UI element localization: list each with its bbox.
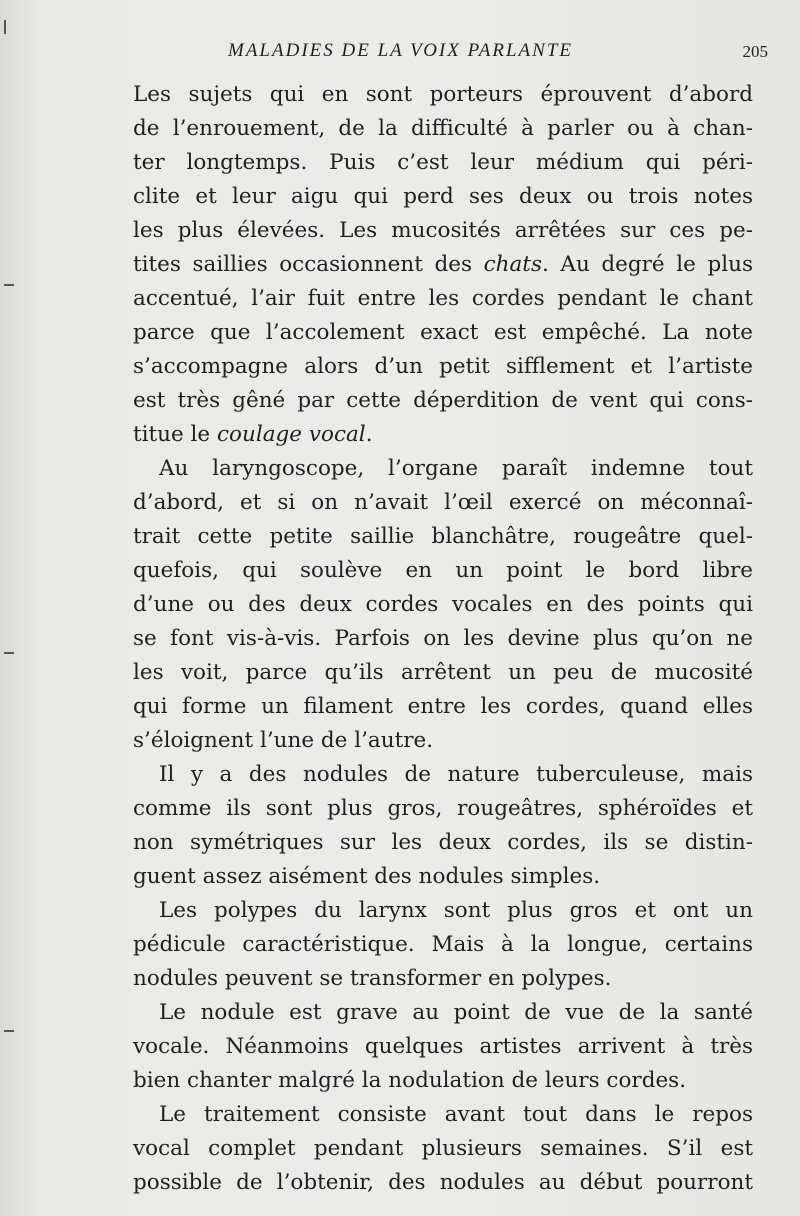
text-line: s’accompagne alors d’un petit sifflement et l’artiste xyxy=(133,354,753,379)
margin-mark xyxy=(4,20,6,34)
text-line: d’abord, et si on n’avait l’œil exercé on méconnaî- xyxy=(133,490,753,515)
text-line: nodules peuvent se transformer en polypes. xyxy=(133,966,612,991)
text-line: comme ils sont plus gros, rougeâtres, sphéroïdes et xyxy=(133,796,753,821)
text-line: de l’enrouement, de la difficulté à parler ou à chan- xyxy=(133,116,753,141)
text-line: non symétriques sur les deux cordes, ils se distin- xyxy=(133,830,753,855)
margin-mark xyxy=(4,284,14,286)
text-line: Le nodule est grave au point de vue de la santé xyxy=(159,1000,753,1025)
text-line: les plus élevées. Les mucosités arrêtées sur ces pe- xyxy=(133,218,753,243)
text-line: parce que l’accolement exact est empêché. La note xyxy=(133,320,753,345)
text-line: trait cette petite saillie blanchâtre, rougeâtre quel- xyxy=(133,524,753,549)
text-line: s’éloignent l’une de l’autre. xyxy=(133,728,434,753)
margin-mark xyxy=(4,1030,14,1032)
text-line: vocal complet pendant plusieurs semaines. S’il est xyxy=(133,1136,753,1161)
page-number: 205 xyxy=(742,42,768,61)
margin-mark xyxy=(4,652,14,654)
text-line: Les polypes du larynx sont plus gros et ont un xyxy=(159,898,753,923)
emphasized-term: chats xyxy=(483,252,542,277)
text-line: pédicule caractéristique. Mais à la longue, certains xyxy=(133,932,753,957)
body-text xyxy=(133,78,753,1200)
text-line: d’une ou des deux cordes vocales en des points qui xyxy=(133,592,753,617)
text-line: qui forme un filament entre les cordes, quand elles xyxy=(133,694,753,719)
text-line: bien chanter malgré la nodulation de leurs cordes. xyxy=(133,1068,687,1093)
text-line: les voit, parce qu’ils arrêtent un peu de mucosité xyxy=(133,660,753,685)
text-line: se font vis-à-vis. Parfois on les devine plus qu’on ne xyxy=(133,626,753,651)
text-line: accentué, l’air fuit entre les cordes pendant le chant xyxy=(133,286,753,311)
text-line: Il y a des nodules de nature tuberculeuse, mais xyxy=(159,762,753,787)
text-line: Au laryngoscope, l’organe paraît indemne tout xyxy=(159,456,753,481)
emphasized-term: coulage vocal xyxy=(217,422,366,447)
text-line: ter longtemps. Puis c’est leur médium qui péri- xyxy=(133,150,753,175)
text-line: possible de l’obtenir, des nodules au début pourront xyxy=(133,1170,753,1195)
text-line: Le traitement consiste avant tout dans le repos xyxy=(159,1102,753,1127)
text-line: quefois, qui soulève en un point le bord libre xyxy=(133,558,753,583)
text-line: vocale. Néanmoins quelques artistes arrivent à très xyxy=(133,1034,753,1059)
text-line: est très gêné par cette déperdition de vent qui cons- xyxy=(133,388,753,413)
text-line: titue le coulage vocal. xyxy=(133,422,373,447)
text-line: tites saillies occasionnent des chats. Au degré le plus xyxy=(133,252,753,277)
page-header xyxy=(228,40,768,68)
running-title: MALADIES DE LA VOIX PARLANTE xyxy=(228,40,573,61)
text-line: clite et leur aigu qui perd ses deux ou trois notes xyxy=(133,184,753,209)
text-line: Les sujets qui en sont porteurs éprouvent d’abord xyxy=(133,82,753,107)
text-line: guent assez aisément des nodules simples. xyxy=(133,864,601,889)
